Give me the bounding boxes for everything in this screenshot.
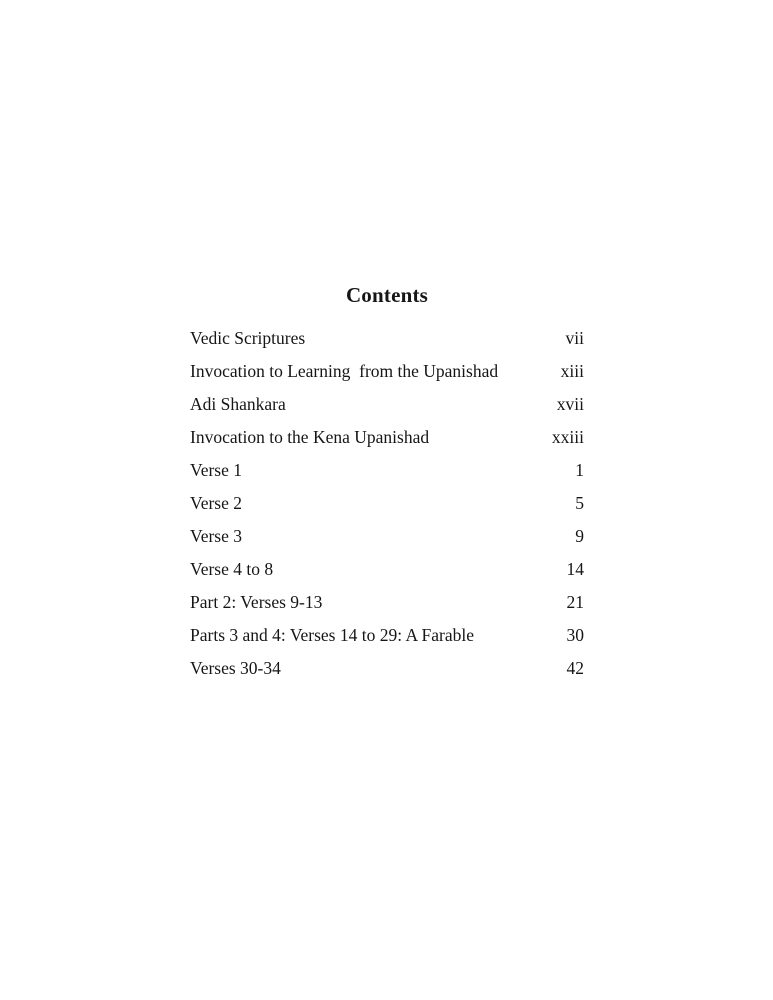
toc-entry-label: Verse 4 to 8: [190, 559, 274, 579]
toc-entry: [190, 520, 584, 553]
toc-entry-label: Verses 30-34: [190, 658, 281, 678]
toc-entry-label: Verse 1: [190, 460, 242, 480]
page-title: Contents: [345, 283, 429, 307]
toc-entry-label: Part 2: Verses 9-13: [190, 592, 323, 612]
toc-entry-label: Verse 2: [190, 493, 242, 513]
table-of-contents: [190, 283, 584, 685]
toc-entry-label: Invocation to Learning from the Upanishad: [190, 361, 499, 381]
toc-entry-page-number: xxiii: [551, 427, 584, 447]
toc-list: [190, 322, 584, 685]
toc-entry-page-number: 21: [566, 592, 584, 612]
toc-entry: [190, 454, 584, 487]
toc-entry: [190, 652, 584, 685]
toc-entry: [190, 421, 584, 454]
toc-entry-page-number: 9: [575, 526, 584, 546]
toc-entry: [190, 322, 584, 355]
toc-entry-page-number: 5: [575, 493, 584, 513]
toc-entry-label: Parts 3 and 4: Verses 14 to 29: A Farable: [190, 625, 475, 645]
toc-entry-label: Vedic Scriptures: [190, 328, 306, 348]
toc-entry-page-number: xiii: [560, 361, 584, 381]
toc-entry-page-number: 14: [566, 559, 584, 579]
toc-entry-page-number: 30: [566, 625, 584, 645]
toc-entry-page-number: xvii: [556, 394, 584, 414]
toc-entry-page-number: 42: [566, 658, 584, 678]
toc-entry: [190, 388, 584, 421]
toc-entry-label: Adi Shankara: [190, 394, 286, 414]
toc-entry-label: Verse 3: [190, 526, 242, 546]
toc-entry: [190, 487, 584, 520]
toc-entry: [190, 586, 584, 619]
toc-entry-page-number: vii: [565, 328, 584, 348]
toc-entry-page-number: 1: [575, 460, 584, 480]
toc-entry: [190, 355, 584, 388]
toc-entry-label: Invocation to the Kena Upanishad: [190, 427, 430, 447]
toc-entry: [190, 553, 584, 586]
toc-entry: [190, 619, 584, 652]
